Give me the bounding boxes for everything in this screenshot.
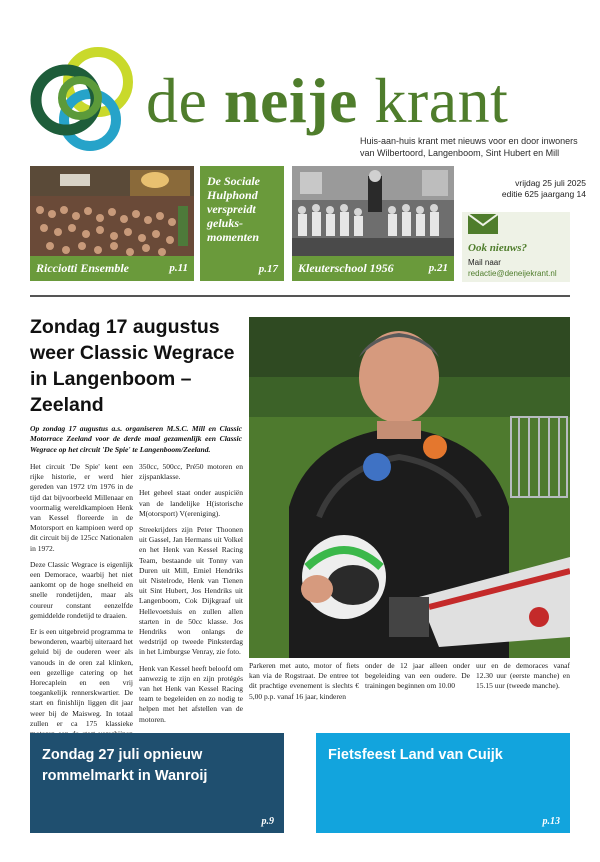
teaser-title: Kleuterschool 1956: [298, 261, 394, 275]
edition-info: [466, 178, 586, 200]
paragraph: Henk van Kessel heeft beloofd om aanwezig te zijn en zijn protégés van het Henk van Kessel Racing team te begeleiden en zo nodig te helpen met het afstellen van de motoren.: [139, 663, 243, 724]
paragraph: Streekrijders zijn Peter Thoonen uit Gassel, Jan Hermans uit Volkel en het Henk van Kessel Racing Team, bestaande uit Tonny van Duren uit Mill, Emiel Hendriks uit Nistelrode, Henk van Tienen uit Sint Hubert, Jos Hendriks uit Langenboom, Cok Dijkgraaf uit Hellevoetsluis en zullen allen starten in de 50cc klasse. Jos Hendriks won onlangs de wedstrijd op tweede Pinksterdag in het Limburgse Venray, zie foto.: [139, 525, 243, 657]
contact-email-link[interactable]: redactie@deneijekrant.nl: [468, 269, 557, 278]
paragraph: Deze Classic Wegrace is eigenlijk een Demorace, waarbij het niet aankomt op de hoge snelheid en snelle rondetijden, maar als coureur constant eenzelfde gemiddelde rondetijd te draaien.: [30, 559, 133, 620]
contact-mail-label: Mail naar: [468, 258, 501, 267]
school-class-photo: [292, 166, 454, 256]
article-column-5: uur en de demoraces vanaf 12.30 uur (eerste manche) en 15.15 uur (tweede manche).: [476, 661, 570, 691]
article-column-4: onder de 12 jaar alleen onder begeleiding van een oudere. De trainingen beginnen om 10.00: [365, 661, 470, 691]
envelope-icon: [468, 214, 498, 234]
teaser-bar: [292, 256, 454, 281]
logo-rings-icon: [28, 44, 140, 152]
promo-page: p.13: [542, 816, 560, 827]
article-column-1: [30, 462, 133, 755]
brand-bold: neije: [223, 65, 358, 136]
tagline: [360, 135, 590, 159]
teaser-ricciotti[interactable]: [30, 166, 194, 281]
teaser-bar: [30, 256, 194, 281]
paragraph: Er is een uitgebreid programma te bewonderen, waarbij uiteraard het geluid bij de ouderen weer als vanouds in de oren zal klinken, een gezellige catering op het Horecaplein en een vrij toegankelijk rennerskwartier. De start en finishlijn liggen dit jaar weer bij de Maisweg. In totaal zullen er ca 175 klassieke: [30, 627, 133, 728]
paragraph: Het geheel staat onder auspiciën van de landelijke H(istorische M(otorsport) V(ereniging).: [139, 488, 243, 518]
edition-issue: editie 625 jaargang 14: [501, 189, 586, 199]
teaser-title: De Sociale Hulphond verspreidt geluks-momenten: [207, 174, 260, 244]
teaser-kleuterschool[interactable]: [292, 166, 454, 281]
brand-post: krant: [357, 65, 509, 136]
article-column-2: [139, 462, 243, 731]
teaser-page: p.11: [169, 262, 188, 274]
divider: [30, 295, 570, 297]
article-intro: Op zondag 17 augustus a.s. organiseren M.S.C. Mill en Classic Motorrace Zeeland voor de derde maal gezamenlijk een Classic Wegrace op het circuit 'De Spie' te Langenboom/Zeeland.: [30, 424, 242, 454]
contact-question: Ook nieuws?: [468, 242, 527, 254]
teaser-page: p.17: [258, 263, 278, 275]
teaser-title: Ricciotti Ensemble: [36, 261, 129, 275]
brand-pre: de: [146, 65, 224, 136]
promo-box-rommelmarkt[interactable]: [30, 733, 284, 833]
edition-date: vrijdag 25 juli 2025: [515, 178, 586, 188]
racer-with-helmet-photo: [249, 317, 570, 658]
contact-box: [462, 212, 570, 282]
tagline-line-2: van Wilbertoord, Langenboom, Sint Hubert en Mill: [360, 148, 560, 158]
teaser-page: p.21: [428, 262, 448, 274]
concert-crowd-photo: [30, 166, 194, 256]
paragraph: Het circuit 'De Spie' kent een rijke historie, er werd hier gereden van 1972 t/m 1976 in de tijd dat bijvoorbeeld Millenaar en voormalig wereldkampioen Henk van Kessel floreerde in de Motorsport en kampioen werd op dit circuit bij de 125cc Nationalen in 1972.: [30, 462, 133, 553]
promo-box-fietsfeest[interactable]: [316, 733, 570, 833]
paragraph: 350cc, 500cc, Pré50 motoren en zijspanklasse.: [139, 462, 243, 482]
article-headline: Zondag 17 augustus weer Classic Wegrace in Langenboom – Zeeland: [30, 316, 235, 416]
article-column-3: Parkeren met auto, motor of fiets kan via de Rogstraat. De entree tot dit prachtige evenement is slechts € 5,00 p.p. vanaf 16 jaar, kinderen: [249, 661, 359, 701]
promo-title: Zondag 27 juli opnieuw rommelmarkt in Wanroij: [42, 747, 208, 784]
newspaper-title: [146, 66, 508, 136]
teaser-hulphond[interactable]: [200, 166, 284, 281]
promo-title: Fietsfeest Land van Cuijk: [328, 747, 503, 763]
promo-page: p.9: [261, 816, 274, 827]
tagline-line-1: Huis-aan-huis krant met nieuws voor en door inwoners: [360, 136, 578, 146]
